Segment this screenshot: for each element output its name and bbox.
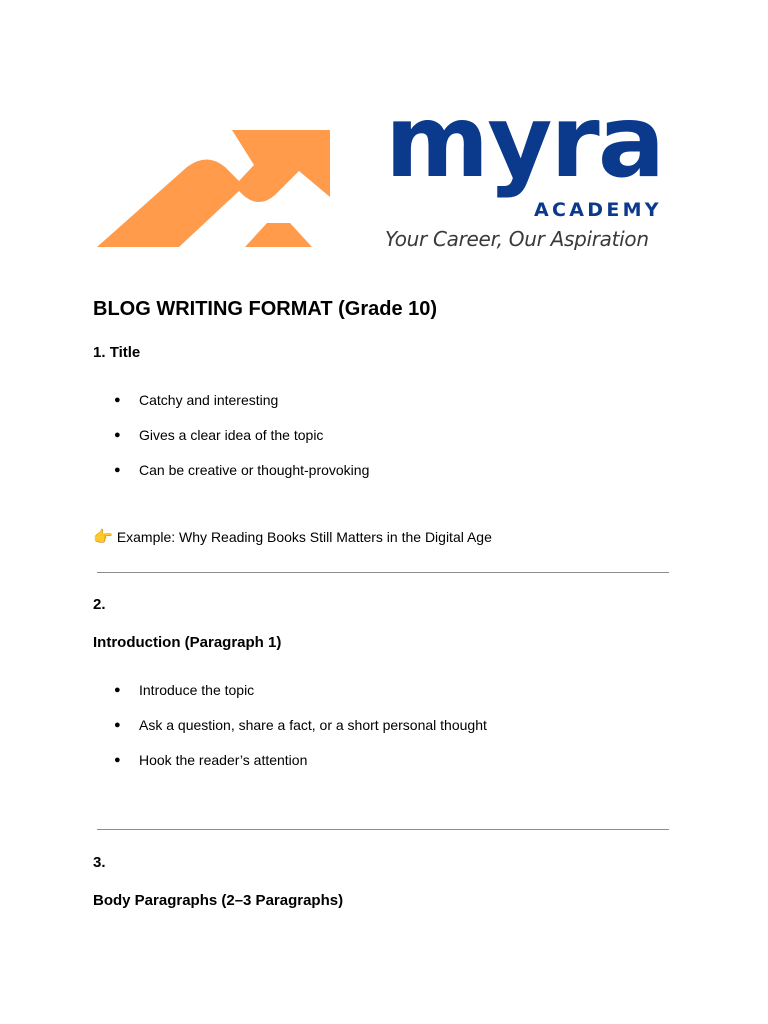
- list-item-text: Ask a question, share a fact, or a short personal thought: [139, 717, 487, 733]
- section-divider: [97, 829, 669, 830]
- list-item: [114, 752, 487, 787]
- list-item: [114, 392, 369, 427]
- bullet-icon: ●: [114, 754, 121, 766]
- brand-sub: ACADEMY: [534, 199, 662, 221]
- list-item: [114, 717, 487, 752]
- bullet-icon: ●: [114, 394, 121, 406]
- list-item: [114, 427, 369, 462]
- orange-arrow-logo-icon: [97, 127, 333, 249]
- section-3-number: 3.: [93, 854, 106, 871]
- section-1-title: Title: [109, 344, 141, 361]
- list-item-text: Can be creative or thought-provoking: [139, 462, 370, 478]
- bullet-icon: ●: [114, 464, 121, 476]
- section-1-number: 1.: [93, 344, 106, 361]
- list-item: [114, 462, 369, 497]
- section-3-heading: Body Paragraphs (2–3 Paragraphs): [93, 892, 344, 909]
- pointing-hand-icon: 👉: [93, 529, 113, 546]
- section-1-bullets: [114, 392, 369, 497]
- document-title: BLOG WRITING FORMAT (Grade 10): [93, 298, 438, 320]
- list-item-text: Gives a clear idea of the topic: [139, 427, 324, 443]
- example-line: [93, 527, 492, 547]
- list-item: [114, 682, 487, 717]
- bullet-icon: ●: [114, 684, 121, 696]
- bullet-icon: ●: [114, 429, 121, 441]
- example-text: Example: Why Reading Books Still Matters in the Digital Age: [116, 529, 492, 545]
- section-divider: [97, 572, 669, 573]
- section-2-bullets: [114, 682, 487, 787]
- list-item-text: Introduce the topic: [139, 682, 255, 698]
- bullet-icon: ●: [114, 719, 121, 731]
- section-2-heading: Introduction (Paragraph 1): [93, 634, 282, 651]
- brand-tagline: Your Career, Our Aspiration: [385, 227, 649, 251]
- list-item-text: Hook the reader’s attention: [139, 752, 308, 768]
- section-2-number: 2.: [93, 596, 106, 613]
- section-1-heading: [93, 344, 140, 361]
- brand-name: myra: [385, 83, 664, 200]
- list-item-text: Catchy and interesting: [139, 392, 279, 408]
